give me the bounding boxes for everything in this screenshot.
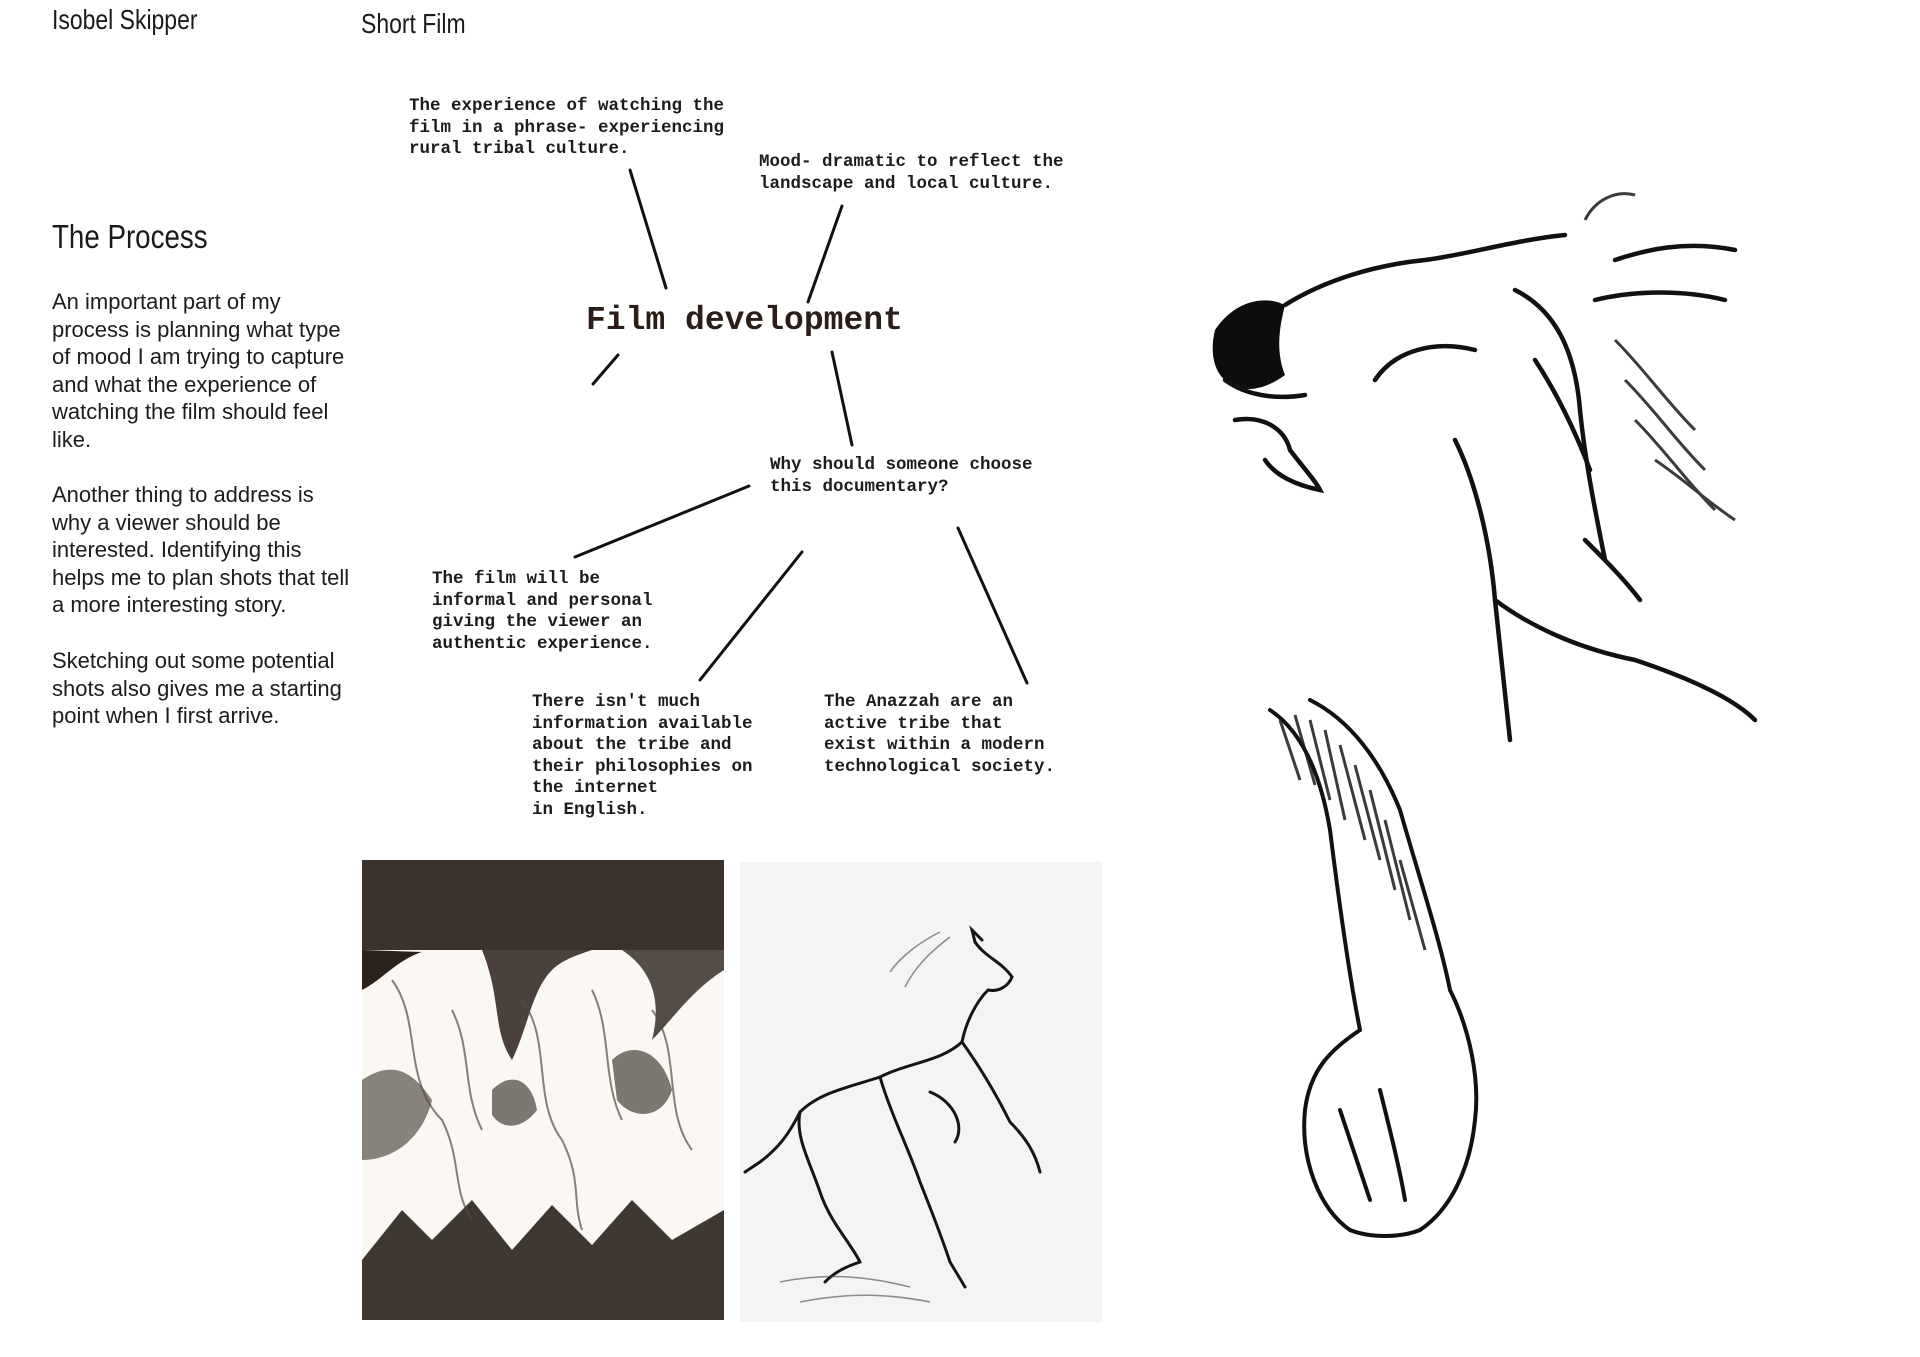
connector-anazzah	[958, 528, 1027, 683]
node-why: Why should someone choose this documentary?	[770, 455, 1033, 497]
connector-mood	[808, 206, 842, 302]
node-information: There isn't much information available about the tribe and their philosophies on the internet in English.	[532, 692, 753, 820]
author-name: Isobel Skipper	[52, 4, 198, 35]
connector-experience	[630, 170, 666, 288]
process-paragraph-3: Sketching out some potential shots also gives me a starting point when I first arrive.	[52, 648, 342, 728]
node-informal: The film will be informal and personal giving the viewer an authentic experience.	[432, 569, 653, 654]
section-title: Short Film	[361, 8, 466, 39]
connector-stub	[593, 355, 618, 384]
node-mood: Mood- dramatic to reflect the landscape and local culture.	[759, 152, 1064, 194]
fire-sketch	[362, 860, 724, 1320]
connector-information	[700, 552, 802, 680]
process-paragraph-2: Another thing to address is why a viewer should be interested. Identifying this helps me to plan shots that tell a more interesting story.	[52, 482, 350, 617]
connector-informal	[575, 486, 749, 557]
process-heading: The Process	[52, 218, 208, 255]
process-paragraph-1: An important part of my process is planning what type of mood I am trying to capture and what the experience of watching the film should feel like.	[52, 289, 345, 452]
node-anazzah: The Anazzah are an active tribe that exist within a modern technological society.	[824, 692, 1056, 777]
mind-map-center: Film development	[586, 302, 903, 339]
galloping-horse-sketch	[740, 862, 1102, 1322]
connector-why	[832, 352, 852, 445]
node-experience: The experience of watching the film in a phrase- experiencing rural tribal culture.	[409, 96, 725, 159]
horse-leg-sketch	[1250, 690, 1510, 1250]
